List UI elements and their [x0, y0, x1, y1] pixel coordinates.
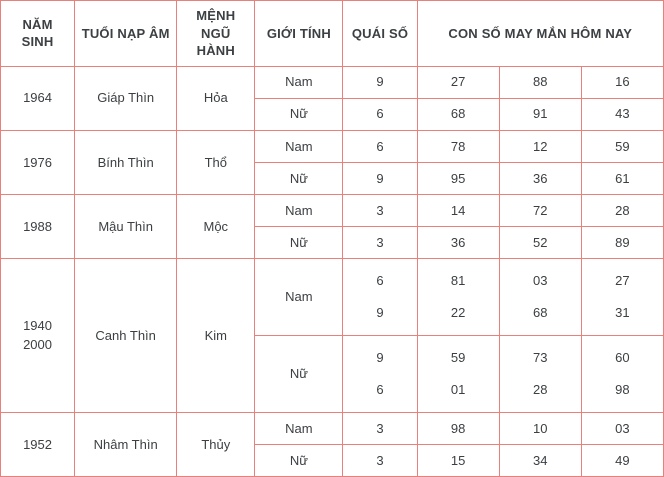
cell-lucky-number: 72 [499, 194, 581, 226]
cell-lucky-number: 52 [499, 226, 581, 258]
cell-quai: 3 [343, 412, 417, 444]
cell-quai: 3 [343, 194, 417, 226]
cell-lucky-number: 28 [581, 194, 663, 226]
cell-gender: Nữ [255, 226, 343, 258]
header-lucky-numbers: CON SỐ MAY MẮN HÔM NAY [417, 1, 663, 67]
cell-year-line: 1940 [23, 317, 52, 333]
cell-lucky-number: 10 [499, 412, 581, 444]
cell-quai [343, 259, 417, 336]
cell-element: Hỏa [177, 66, 255, 130]
cell-lucky-number: 36 [417, 226, 499, 258]
cell-lucky-number: 27 [417, 66, 499, 98]
cell-lucky-number-line: 27 [615, 273, 630, 289]
cell-lucky-number: 91 [499, 98, 581, 130]
cell-lucky-number-line: 31 [615, 304, 630, 320]
cell-lucky-number-line: 81 [450, 273, 466, 289]
cell-lucky-number-line: 01 [450, 381, 466, 397]
cell-quai: 6 [343, 130, 417, 162]
cell-lucky-number-line: 60 [615, 350, 630, 366]
cell-lucky-number: 61 [581, 162, 663, 194]
cell-year: 1988 [1, 194, 75, 258]
cell-quai: 3 [343, 226, 417, 258]
cell-gender: Nam [255, 194, 343, 226]
cell-element: Mộc [177, 194, 255, 258]
table-row [1, 259, 664, 336]
cell-lucky-number-line: 59 [450, 350, 466, 366]
cell-lucky-number: 03 [581, 412, 663, 444]
cell-lucky-number: 15 [417, 444, 499, 476]
cell-element: Thổ [177, 130, 255, 194]
cell-year: 1976 [1, 130, 75, 194]
cell-element: Kim [177, 259, 255, 413]
cell-quai-line: 6 [376, 273, 384, 289]
cell-year: 1952 [1, 412, 75, 476]
cell-lucky-number-line: 73 [532, 350, 548, 366]
table-header [1, 1, 664, 67]
cell-lucky-number: 49 [581, 444, 663, 476]
table-row [1, 412, 664, 444]
table-header-row [1, 1, 664, 67]
table-row [1, 66, 664, 98]
cell-gender: Nữ [255, 162, 343, 194]
cell-lucky-number-line: 22 [450, 304, 466, 320]
cell-lucky-number: 34 [499, 444, 581, 476]
cell-gender: Nữ [255, 335, 343, 412]
cell-gender: Nam [255, 259, 343, 336]
cell-element: Thủy [177, 412, 255, 476]
cell-age-name: Giáp Thìn [75, 66, 177, 130]
cell-lucky-number-line: 68 [532, 304, 548, 320]
cell-lucky-number [581, 335, 663, 412]
cell-lucky-number: 36 [499, 162, 581, 194]
cell-lucky-number: 14 [417, 194, 499, 226]
cell-lucky-number: 95 [417, 162, 499, 194]
cell-year [1, 259, 75, 413]
cell-age-name: Nhâm Thìn [75, 412, 177, 476]
cell-lucky-number: 43 [581, 98, 663, 130]
cell-lucky-number: 59 [581, 130, 663, 162]
cell-gender: Nam [255, 66, 343, 98]
cell-lucky-number-line: 28 [532, 381, 548, 397]
header-year: NĂM SINH [1, 1, 75, 67]
cell-quai: 6 [343, 98, 417, 130]
cell-quai: 3 [343, 444, 417, 476]
cell-lucky-number-line: 03 [532, 273, 548, 289]
cell-year-line: 2000 [23, 337, 52, 353]
cell-quai: 9 [343, 66, 417, 98]
cell-lucky-number [417, 259, 499, 336]
cell-lucky-number: 98 [417, 412, 499, 444]
cell-lucky-number: 68 [417, 98, 499, 130]
cell-age-name: Canh Thìn [75, 259, 177, 413]
cell-quai-line: 9 [376, 304, 384, 320]
cell-gender: Nữ [255, 98, 343, 130]
cell-lucky-number [499, 259, 581, 336]
cell-year: 1964 [1, 66, 75, 130]
cell-lucky-number [499, 335, 581, 412]
cell-lucky-number: 78 [417, 130, 499, 162]
cell-gender: Nam [255, 130, 343, 162]
cell-lucky-number: 89 [581, 226, 663, 258]
cell-lucky-number-line: 98 [615, 381, 630, 397]
cell-age-name: Bính Thìn [75, 130, 177, 194]
cell-lucky-number [581, 259, 663, 336]
cell-lucky-number: 16 [581, 66, 663, 98]
cell-lucky-number [417, 335, 499, 412]
cell-lucky-number: 12 [499, 130, 581, 162]
table-body [1, 66, 664, 476]
cell-quai-line: 6 [376, 381, 384, 397]
cell-quai: 9 [343, 162, 417, 194]
cell-quai [343, 335, 417, 412]
cell-age-name: Mậu Thìn [75, 194, 177, 258]
cell-quai-line: 9 [376, 350, 384, 366]
header-age-name: TUỔI NẠP ÂM [75, 1, 177, 67]
table-row [1, 194, 664, 226]
table-row [1, 130, 664, 162]
header-gender: GIỚI TÍNH [255, 1, 343, 67]
header-quai-number: QUÁI SỐ [343, 1, 417, 67]
header-element: MỆNH NGŨ HÀNH [177, 1, 255, 67]
cell-gender: Nữ [255, 444, 343, 476]
cell-gender: Nam [255, 412, 343, 444]
cell-lucky-number: 88 [499, 66, 581, 98]
